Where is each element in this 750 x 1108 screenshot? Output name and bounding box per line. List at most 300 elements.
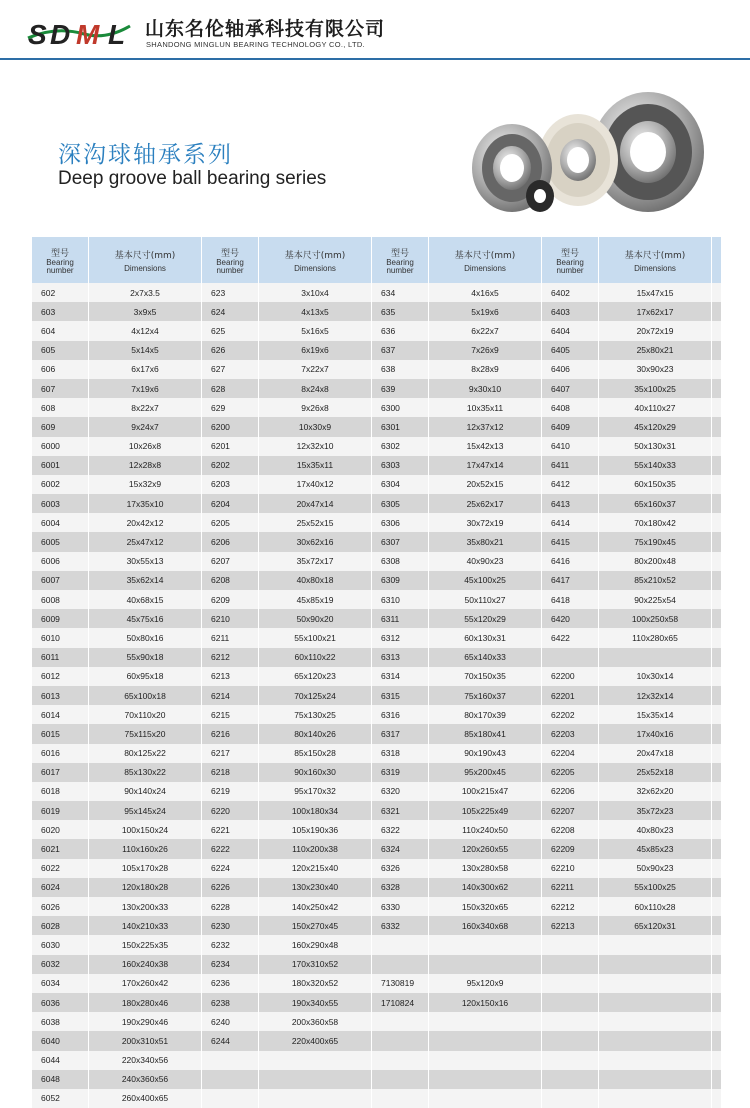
bearing-number-cell: 6318 <box>372 744 429 763</box>
dimensions-cell <box>259 1089 372 1108</box>
dimensions-cell: 60x110x22 <box>259 648 372 667</box>
bearing-number-cell: 62205 <box>542 763 599 782</box>
header-model-en: Bearing <box>556 257 584 267</box>
dimensions-cell: 5x16x5 <box>259 321 372 340</box>
dimensions-cell: 80x140x26 <box>259 724 372 743</box>
bearing-number-cell: 602 <box>32 283 89 302</box>
bearing-number-cell: 62209 <box>542 839 599 858</box>
dimensions-cell <box>429 1089 542 1108</box>
bearing-number-cell <box>372 1051 429 1070</box>
dimensions-cell: 45x75x16 <box>89 609 202 628</box>
bearing-number-cell: 6024 <box>32 878 89 897</box>
header-dimensions <box>259 237 372 283</box>
dimensions-cell: 50x80x16 <box>89 628 202 647</box>
bearing-number-cell: 605 <box>32 341 89 360</box>
bearing-number-cell: 6307 <box>372 532 429 551</box>
bearing-number-cell: 6007 <box>32 571 89 590</box>
bearing-number-cell: 6048 <box>32 1070 89 1089</box>
dimensions-cell: 45x120x29 <box>599 417 712 436</box>
bearing-number-cell: 1710824 <box>372 993 429 1012</box>
dimensions-cell: 20x47x18 <box>599 744 712 763</box>
dimensions-cell: 25x80x21 <box>599 341 712 360</box>
dimensions-cell: 90x190x43 <box>429 744 542 763</box>
dimensions-cell: 7x22x7 <box>259 360 372 379</box>
bearing-number-cell: 6320 <box>372 782 429 801</box>
bearing-number-cell: 6001 <box>32 456 89 475</box>
dimensions-cell: 95x120x9 <box>429 974 542 993</box>
dimensions-cell: 17x47x14 <box>429 456 542 475</box>
dimensions-cell: 20x52x15 <box>429 475 542 494</box>
bearing-number-cell: 6404 <box>542 321 599 340</box>
bearing-number-cell: 6018 <box>32 782 89 801</box>
dimensions-cell: 40x80x18 <box>259 571 372 590</box>
dimensions-cell: 80x170x39 <box>429 705 542 724</box>
bearing-number-cell: 626 <box>202 341 259 360</box>
bearing-number-cell: 6216 <box>202 724 259 743</box>
dimensions-cell: 17x35x10 <box>89 494 202 513</box>
bearing-number-cell: 6310 <box>372 590 429 609</box>
dimensions-cell: 100x215x47 <box>429 782 542 801</box>
bearing-number-cell: 6214 <box>202 686 259 705</box>
dimensions-cell: 15x35x14 <box>599 705 712 724</box>
bearing-number-cell <box>542 1070 599 1089</box>
header-model-cn: 型号 <box>390 248 409 259</box>
bearing-number-cell: 6412 <box>542 475 599 494</box>
bearing-number-cell: 62204 <box>542 744 599 763</box>
dimensions-cell: 9x30x10 <box>429 379 542 398</box>
dimensions-cell: 150x270x45 <box>259 916 372 935</box>
dimensions-cell <box>599 974 712 993</box>
bearing-number-cell: 6312 <box>372 628 429 647</box>
bearing-number-cell: 606 <box>32 360 89 379</box>
dimensions-cell: 15x35x11 <box>259 456 372 475</box>
dimensions-cell: 9x24x7 <box>89 417 202 436</box>
header-model-en: number <box>556 265 584 275</box>
table-row <box>32 955 721 974</box>
bearing-number-cell: 6244 <box>202 1031 259 1050</box>
header-dimensions-cn: 基本尺寸(mm) <box>114 250 176 261</box>
dimensions-cell: 25x52x18 <box>599 763 712 782</box>
bearing-number-cell: 6210 <box>202 609 259 628</box>
dimensions-cell: 170x310x52 <box>259 955 372 974</box>
bearing-number-cell: 62207 <box>542 801 599 820</box>
dimensions-cell: 110x240x50 <box>429 820 542 839</box>
bearing-number-cell: 634 <box>372 283 429 302</box>
dimensions-cell: 220x400x65 <box>259 1031 372 1050</box>
dimensions-cell: 8x28x9 <box>429 360 542 379</box>
bearing-number-cell: 6314 <box>372 667 429 686</box>
table-row <box>32 935 721 954</box>
bearing-number-cell: 6304 <box>372 475 429 494</box>
dimensions-cell: 65x160x37 <box>599 494 712 513</box>
dimensions-cell: 55x100x25 <box>599 878 712 897</box>
dimensions-cell: 35x100x25 <box>599 379 712 398</box>
bearing-number-cell: 6221 <box>202 820 259 839</box>
dimensions-cell: 180x280x46 <box>89 993 202 1012</box>
bearing-number-cell <box>542 1051 599 1070</box>
dimensions-cell: 30x90x23 <box>599 360 712 379</box>
dimensions-cell: 85x180x41 <box>429 724 542 743</box>
dimensions-cell: 90x225x54 <box>599 590 712 609</box>
bearing-number-cell: 6305 <box>372 494 429 513</box>
bearing-number-cell <box>542 993 599 1012</box>
bearing-number-cell: 62200 <box>542 667 599 686</box>
bearing-number-cell: 6302 <box>372 437 429 456</box>
dimensions-cell: 130x230x40 <box>259 878 372 897</box>
dimensions-cell: 75x160x37 <box>429 686 542 705</box>
dimensions-cell: 140x300x62 <box>429 878 542 897</box>
dimensions-cell: 10x30x9 <box>259 417 372 436</box>
table-row <box>32 609 721 628</box>
bearing-number-cell: 6222 <box>202 839 259 858</box>
dimensions-cell: 40x80x23 <box>599 820 712 839</box>
dimensions-cell: 4x12x4 <box>89 321 202 340</box>
dimensions-cell: 95x200x45 <box>429 763 542 782</box>
bearing-number-cell: 6409 <box>542 417 599 436</box>
dimensions-cell: 6x17x6 <box>89 360 202 379</box>
bearing-number-cell: 6220 <box>202 801 259 820</box>
header-dimensions-cn: 基本尺寸(mm) <box>454 250 516 261</box>
bearing-number-cell: 6206 <box>202 532 259 551</box>
table-row <box>32 859 721 878</box>
dimensions-cell: 130x280x58 <box>429 859 542 878</box>
dimensions-cell: 120x150x16 <box>429 993 542 1012</box>
dimensions-cell: 60x110x28 <box>599 897 712 916</box>
dimensions-cell: 75x190x45 <box>599 532 712 551</box>
dimensions-cell: 10x30x14 <box>599 667 712 686</box>
bearing-number-cell: 6200 <box>202 417 259 436</box>
bearing-number-cell: 6213 <box>202 667 259 686</box>
bearing-number-cell: 628 <box>202 379 259 398</box>
dimensions-cell: 30x62x16 <box>259 532 372 551</box>
bearing-number-cell: 6315 <box>372 686 429 705</box>
header-dimensions-en: Dimensions <box>294 263 336 273</box>
dimensions-cell: 190x340x55 <box>259 993 372 1012</box>
dimensions-cell: 12x28x8 <box>89 456 202 475</box>
dimensions-cell: 10x26x8 <box>89 437 202 456</box>
table-row <box>32 1070 721 1089</box>
dimensions-cell: 50x110x27 <box>429 590 542 609</box>
dimensions-cell: 20x72x19 <box>599 321 712 340</box>
dimensions-cell <box>429 1031 542 1050</box>
table-row <box>32 1051 721 1070</box>
header-model-en: Bearing <box>216 257 244 267</box>
dimensions-cell: 90x140x24 <box>89 782 202 801</box>
bearing-number-cell: 6411 <box>542 456 599 475</box>
table-row <box>32 552 721 571</box>
bearing-number-cell: 6013 <box>32 686 89 705</box>
dimensions-cell: 12x32x10 <box>259 437 372 456</box>
bearing-number-cell <box>372 1012 429 1031</box>
bearing-number-cell: 6028 <box>32 916 89 935</box>
bearing-number-cell: 6410 <box>542 437 599 456</box>
table-row <box>32 801 721 820</box>
dimensions-cell: 60x130x31 <box>429 628 542 647</box>
header-model <box>32 237 89 283</box>
bearings-image <box>460 88 720 228</box>
bearing-number-cell: 6218 <box>202 763 259 782</box>
bearing-number-cell: 6306 <box>372 513 429 532</box>
dimensions-cell: 20x42x12 <box>89 513 202 532</box>
bearing-number-cell: 629 <box>202 398 259 417</box>
dimensions-cell <box>429 1051 542 1070</box>
table-row <box>32 513 721 532</box>
dimensions-cell: 120x260x55 <box>429 839 542 858</box>
dimensions-cell: 220x340x56 <box>89 1051 202 1070</box>
bearing-number-cell: 6020 <box>32 820 89 839</box>
dimensions-cell: 17x40x12 <box>259 475 372 494</box>
dimensions-cell: 8x24x8 <box>259 379 372 398</box>
table-row <box>32 341 721 360</box>
table-row <box>32 686 721 705</box>
bearing-number-cell: 6019 <box>32 801 89 820</box>
bearing-number-cell: 6203 <box>202 475 259 494</box>
dimensions-cell: 40x68x15 <box>89 590 202 609</box>
table-row <box>32 763 721 782</box>
dimensions-cell: 55x120x29 <box>429 609 542 628</box>
bearing-number-cell: 6026 <box>32 897 89 916</box>
table-row <box>32 744 721 763</box>
bearing-number-cell <box>202 1089 259 1108</box>
dimensions-cell: 20x47x14 <box>259 494 372 513</box>
bearing-number-cell: 6309 <box>372 571 429 590</box>
header-model-cn: 型号 <box>560 248 579 259</box>
dimensions-cell: 140x250x42 <box>259 897 372 916</box>
bearing-number-cell: 6228 <box>202 897 259 916</box>
table-row <box>32 724 721 743</box>
dimensions-cell: 105x190x36 <box>259 820 372 839</box>
table-row <box>32 648 721 667</box>
bearing-number-cell <box>542 648 599 667</box>
page-title-cn: 深沟球轴承系列 <box>58 142 233 168</box>
header-dimensions-cn: 基本尺寸(mm) <box>624 250 686 261</box>
dimensions-cell: 110x280x65 <box>599 628 712 647</box>
bearing-number-cell: 6022 <box>32 859 89 878</box>
bearing-number-cell: 6326 <box>372 859 429 878</box>
bearing-number-cell: 6330 <box>372 897 429 916</box>
header-dimensions-en: Dimensions <box>124 263 166 273</box>
dimensions-cell: 70x125x24 <box>259 686 372 705</box>
dimensions-cell: 80x200x48 <box>599 552 712 571</box>
bearing-number-cell: 6236 <box>202 974 259 993</box>
dimensions-cell: 65x120x23 <box>259 667 372 686</box>
bearing-number-cell: 6407 <box>542 379 599 398</box>
bearing-number-cell <box>542 935 599 954</box>
header-model-en: Bearing <box>46 257 74 267</box>
bearing-number-cell: 6000 <box>32 437 89 456</box>
bearing-number-cell: 6006 <box>32 552 89 571</box>
dimensions-cell <box>599 935 712 954</box>
dimensions-cell: 3x9x5 <box>89 302 202 321</box>
dimensions-cell: 15x32x9 <box>89 475 202 494</box>
bearing-number-cell: 6208 <box>202 571 259 590</box>
table-row <box>32 1031 721 1050</box>
header-model <box>202 237 259 283</box>
table-row <box>32 475 721 494</box>
bearing-number-cell: 6405 <box>542 341 599 360</box>
bearing-number-cell: 6316 <box>372 705 429 724</box>
dimensions-cell: 200x360x58 <box>259 1012 372 1031</box>
bearing-number-cell <box>542 1089 599 1108</box>
company-name-cn: 山东名伦轴承科技有限公司 <box>145 18 386 40</box>
dimensions-cell: 140x210x33 <box>89 916 202 935</box>
bearing-number-cell: 6406 <box>542 360 599 379</box>
bearing-number-cell: 6015 <box>32 724 89 743</box>
header-dimensions-cn: 基本尺寸(mm) <box>284 250 346 261</box>
bearing-number-cell: 6417 <box>542 571 599 590</box>
bearing-number-cell: 7130819 <box>372 974 429 993</box>
dimensions-cell <box>599 1012 712 1031</box>
bearing-number-cell: 6413 <box>542 494 599 513</box>
bearing-number-cell: 6322 <box>372 820 429 839</box>
bearing-number-cell: 6204 <box>202 494 259 513</box>
table-row <box>32 705 721 724</box>
dimensions-cell: 100x250x58 <box>599 609 712 628</box>
dimensions-cell: 45x85x23 <box>599 839 712 858</box>
bearing-number-cell: 6311 <box>372 609 429 628</box>
dimensions-cell: 12x32x14 <box>599 686 712 705</box>
bearing-number-cell: 6017 <box>32 763 89 782</box>
table-row <box>32 916 721 935</box>
bearing-number-cell <box>202 1051 259 1070</box>
table-row <box>32 379 721 398</box>
bearing-number-cell <box>542 955 599 974</box>
table-row <box>32 417 721 436</box>
dimensions-cell <box>259 1070 372 1089</box>
bearing-number-cell <box>202 1070 259 1089</box>
dimensions-cell: 190x290x46 <box>89 1012 202 1031</box>
dimensions-cell: 32x62x20 <box>599 782 712 801</box>
bearing-number-cell: 603 <box>32 302 89 321</box>
bearing-number-cell: 6321 <box>372 801 429 820</box>
dimensions-cell: 55x100x21 <box>259 628 372 647</box>
dimensions-cell: 12x37x12 <box>429 417 542 436</box>
bearing-number-cell: 627 <box>202 360 259 379</box>
bearing-number-cell: 6240 <box>202 1012 259 1031</box>
dimensions-cell: 160x340x68 <box>429 916 542 935</box>
bearing-number-cell <box>372 1089 429 1108</box>
dimensions-cell: 5x14x5 <box>89 341 202 360</box>
bearing-number-cell: 6038 <box>32 1012 89 1031</box>
dimensions-cell: 35x62x14 <box>89 571 202 590</box>
bearing-number-cell: 6328 <box>372 878 429 897</box>
bearing-number-cell: 6230 <box>202 916 259 935</box>
dimensions-cell: 110x160x26 <box>89 839 202 858</box>
bearing-number-cell: 623 <box>202 283 259 302</box>
dimensions-cell <box>599 1051 712 1070</box>
bearing-number-cell: 6016 <box>32 744 89 763</box>
dimensions-cell: 65x120x31 <box>599 916 712 935</box>
table-row <box>32 820 721 839</box>
bearing-number-cell: 6402 <box>542 283 599 302</box>
bearing-table <box>32 237 721 1108</box>
dimensions-cell: 55x90x18 <box>89 648 202 667</box>
dimensions-cell: 50x130x31 <box>599 437 712 456</box>
header-dimensions <box>429 237 542 283</box>
bearing-number-cell: 624 <box>202 302 259 321</box>
bearing-number-cell: 6303 <box>372 456 429 475</box>
bearing-number-cell <box>372 1070 429 1089</box>
page-title-en: Deep groove ball bearing series <box>58 168 327 189</box>
bearing-number-cell: 62213 <box>542 916 599 935</box>
dimensions-cell <box>599 1089 712 1108</box>
table-header <box>32 237 721 283</box>
bearing-number-cell: 6032 <box>32 955 89 974</box>
svg-text:D: D <box>50 19 71 50</box>
dimensions-cell: 17x40x16 <box>599 724 712 743</box>
bearing-number-cell: 6219 <box>202 782 259 801</box>
bearing-number-cell: 6308 <box>372 552 429 571</box>
bearing-number-cell: 6420 <box>542 609 599 628</box>
dimensions-cell: 17x62x17 <box>599 302 712 321</box>
bearing-number-cell: 607 <box>32 379 89 398</box>
bearing-number-cell: 6010 <box>32 628 89 647</box>
bearing-number-cell: 635 <box>372 302 429 321</box>
dimensions-cell: 70x110x20 <box>89 705 202 724</box>
dimensions-cell: 70x180x42 <box>599 513 712 532</box>
table-row <box>32 1012 721 1031</box>
table-row <box>32 456 721 475</box>
dimensions-cell: 65x140x33 <box>429 648 542 667</box>
table-row <box>32 782 721 801</box>
dimensions-cell: 60x150x35 <box>599 475 712 494</box>
table-row <box>32 571 721 590</box>
bearing-tiny-black <box>526 180 554 212</box>
dimensions-cell <box>599 648 712 667</box>
table-row <box>32 283 721 302</box>
bearing-number-cell: 6234 <box>202 955 259 974</box>
bearing-number-cell: 62210 <box>542 859 599 878</box>
table-row <box>32 839 721 858</box>
dimensions-cell: 100x180x34 <box>259 801 372 820</box>
dimensions-cell: 85x130x22 <box>89 763 202 782</box>
dimensions-cell: 25x62x17 <box>429 494 542 513</box>
header-model-en: Bearing <box>386 257 414 267</box>
table-row <box>32 437 721 456</box>
bearing-number-cell: 6021 <box>32 839 89 858</box>
table-row <box>32 974 721 993</box>
dimensions-cell: 5x19x6 <box>429 302 542 321</box>
bearing-number-cell: 6044 <box>32 1051 89 1070</box>
dimensions-cell: 60x95x18 <box>89 667 202 686</box>
dimensions-cell: 95x170x32 <box>259 782 372 801</box>
bearing-number-cell <box>372 935 429 954</box>
bearing-number-cell: 6217 <box>202 744 259 763</box>
dimensions-cell: 120x215x40 <box>259 859 372 878</box>
bearing-number-cell: 6052 <box>32 1089 89 1108</box>
header-dimensions <box>599 237 712 283</box>
table-row <box>32 321 721 340</box>
bearing-number-cell: 6036 <box>32 993 89 1012</box>
bearing-number-cell: 62203 <box>542 724 599 743</box>
bearing-number-cell: 6301 <box>372 417 429 436</box>
dimensions-cell: 4x13x5 <box>259 302 372 321</box>
dimensions-cell: 50x90x23 <box>599 859 712 878</box>
header-model-en: number <box>46 265 74 275</box>
svg-text:L: L <box>108 19 126 50</box>
dimensions-cell: 105x225x49 <box>429 801 542 820</box>
dimensions-cell: 45x85x19 <box>259 590 372 609</box>
bearing-number-cell: 6040 <box>32 1031 89 1050</box>
bearing-number-cell: 6011 <box>32 648 89 667</box>
dimensions-cell: 40x110x27 <box>599 398 712 417</box>
dimensions-cell: 30x55x13 <box>89 552 202 571</box>
dimensions-cell: 105x170x28 <box>89 859 202 878</box>
bearing-number-cell: 6408 <box>542 398 599 417</box>
dimensions-cell: 70x150x35 <box>429 667 542 686</box>
dimensions-cell <box>429 955 542 974</box>
table-body <box>32 283 721 1108</box>
